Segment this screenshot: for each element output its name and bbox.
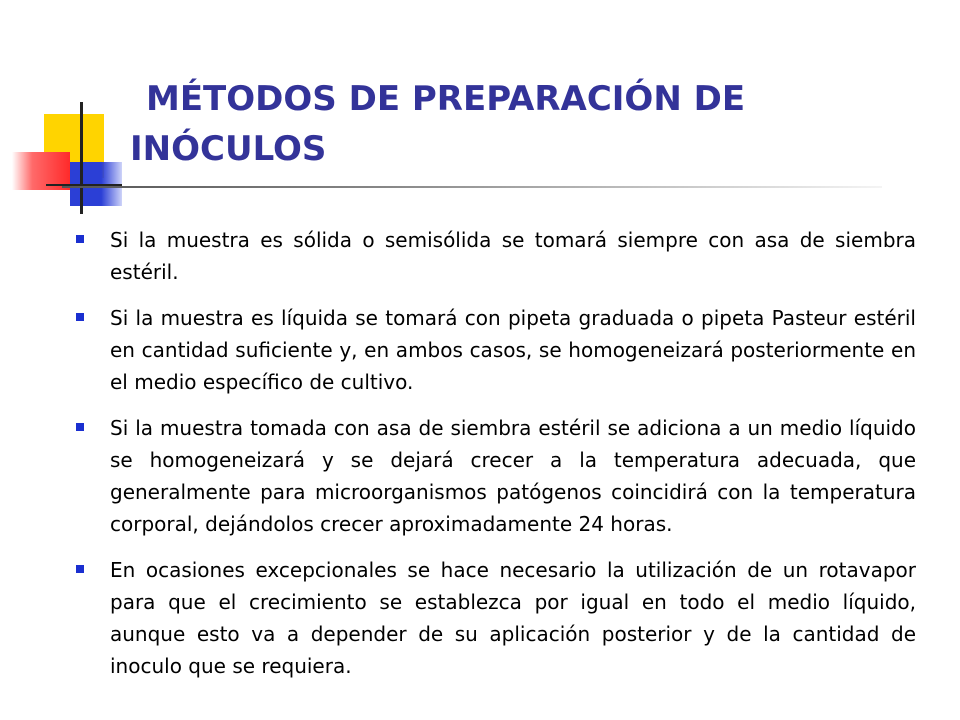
bullet-item — [76, 412, 916, 540]
bullet-list — [76, 224, 916, 682]
bullet-item — [76, 224, 916, 288]
bullet-item — [76, 554, 916, 682]
bullet-text: En ocasiones excepcionales se hace necesario la utilización de un rotavapor para que el crecimiento se establezca por igual en todo el medio líquido, aunque esto va a depender de su aplicación posterior y de la cantidad de inoculo que se requiera. — [110, 558, 916, 678]
square-bullet-icon — [76, 235, 84, 243]
logo-vertical-line — [80, 102, 83, 214]
bullet-text: Si la muestra es sólida o semisólida se tomará siempre con asa de siembra estéril. — [110, 228, 916, 284]
square-bullet-icon — [76, 565, 84, 573]
decorative-squares-logo — [0, 0, 140, 230]
slide-content — [76, 224, 916, 696]
bullet-text: Si la muestra tomada con asa de siembra estéril se adiciona a un medio líquido se homogeneizará y se dejará crecer a la temperatura adecuada, que generalmente para microorganismos patógenos coincidirá con la temperatura corporal, dejándolos crecer aproximadamente 24 horas. — [110, 416, 916, 536]
title-underline — [62, 186, 882, 188]
square-bullet-icon — [76, 423, 84, 431]
title-line-1: MÉTODOS DE PREPARACIÓN DE — [146, 79, 746, 119]
slide-title — [130, 74, 890, 174]
bullet-item — [76, 302, 916, 398]
bullet-text: Si la muestra es líquida se tomará con pipeta graduada o pipeta Pasteur estéril en cantidad suficiente y, en ambos casos, se homogeneizará posteriormente en el medio específico de cultivo. — [110, 306, 916, 394]
square-bullet-icon — [76, 313, 84, 321]
title-line-2: INÓCULOS — [130, 129, 327, 169]
